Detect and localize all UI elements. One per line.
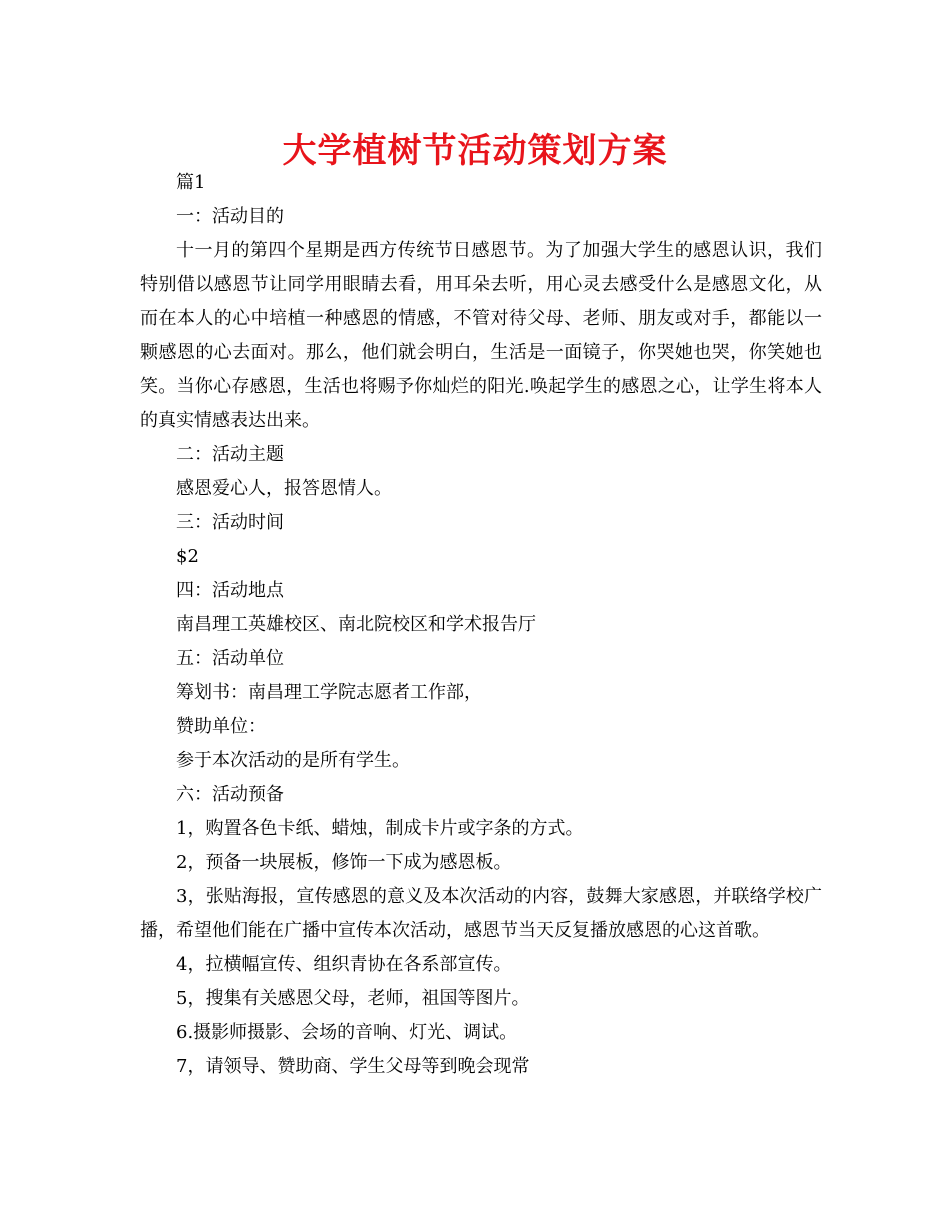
heading-activity-location: 四：活动地点: [176, 580, 284, 601]
paragraph-activity-location: 南昌理工英雄校区、南北院校区和学术报告厅: [176, 614, 536, 635]
paragraph-section-label: 篇1: [176, 172, 206, 193]
heading-activity-unit: 五：活动单位: [176, 648, 284, 669]
list-item-preparation-2: 2，预备一块展板，修饰一下成为感恩板。: [176, 852, 512, 873]
paragraph-activity-theme: 感恩爱心人，报答恩情人。: [176, 478, 392, 499]
paragraph-activity-time: $2: [176, 546, 199, 567]
heading-activity-time: 三：活动时间: [176, 512, 284, 533]
list-item-preparation-3: 3，张贴海报，宣传感恩的意义及本次活动的内容，鼓舞大家感恩，并联络学校广播，希望他们能在广播中宣传本次活动，感恩节当天反复播放感恩的心这首歌。: [140, 886, 822, 941]
list-item-preparation-7: 7，请领导、赞助商、学生父母等到晚会现常: [176, 1056, 530, 1077]
heading-activity-preparation: 六：活动预备: [176, 784, 284, 805]
document-title: 大学植树节活动策划方案: [282, 131, 668, 171]
list-item-preparation-6: 6.摄影师摄影、会场的音响、灯光、调试。: [176, 1022, 518, 1043]
list-item-preparation-5: 5，搜集有关感恩父母，老师，祖国等图片。: [176, 988, 530, 1009]
list-item-preparation-1: 1，购置各色卡纸、蜡烛，制成卡片或字条的方式。: [176, 818, 584, 839]
heading-activity-theme: 二：活动主题: [176, 444, 284, 465]
document-body: [140, 166, 822, 1084]
paragraph-activity-purpose: 十一月的第四个星期是西方传统节日感恩节。为了加强大学生的感恩认识，我们特别借以感恩节让同学用眼睛去看，用耳朵去听，用心灵去感受什么是感恩文化，从而在本人的心中培植一种感恩的情感，不管对待父母、老师、朋友或对手，都能以一颗感恩的心去面对。那么，他们就会明白，生活是一面镜子，你哭她也哭，你笑她也笑。当你心存感恩，生活也将赐予你灿烂的阳光.唤起学生的感恩之心，让学生将本人的真实情感表达出来。: [140, 240, 822, 431]
paragraph-planner: 筹划书：南昌理工学院志愿者工作部，: [176, 682, 482, 703]
paragraph-participants: 参于本次活动的是所有学生。: [176, 750, 410, 771]
paragraph-sponsor: 赞助单位：: [176, 716, 266, 737]
list-item-preparation-4: 4，拉横幅宣传、组织青协在各系部宣传。: [176, 954, 512, 975]
heading-activity-purpose: 一：活动目的: [176, 206, 284, 227]
